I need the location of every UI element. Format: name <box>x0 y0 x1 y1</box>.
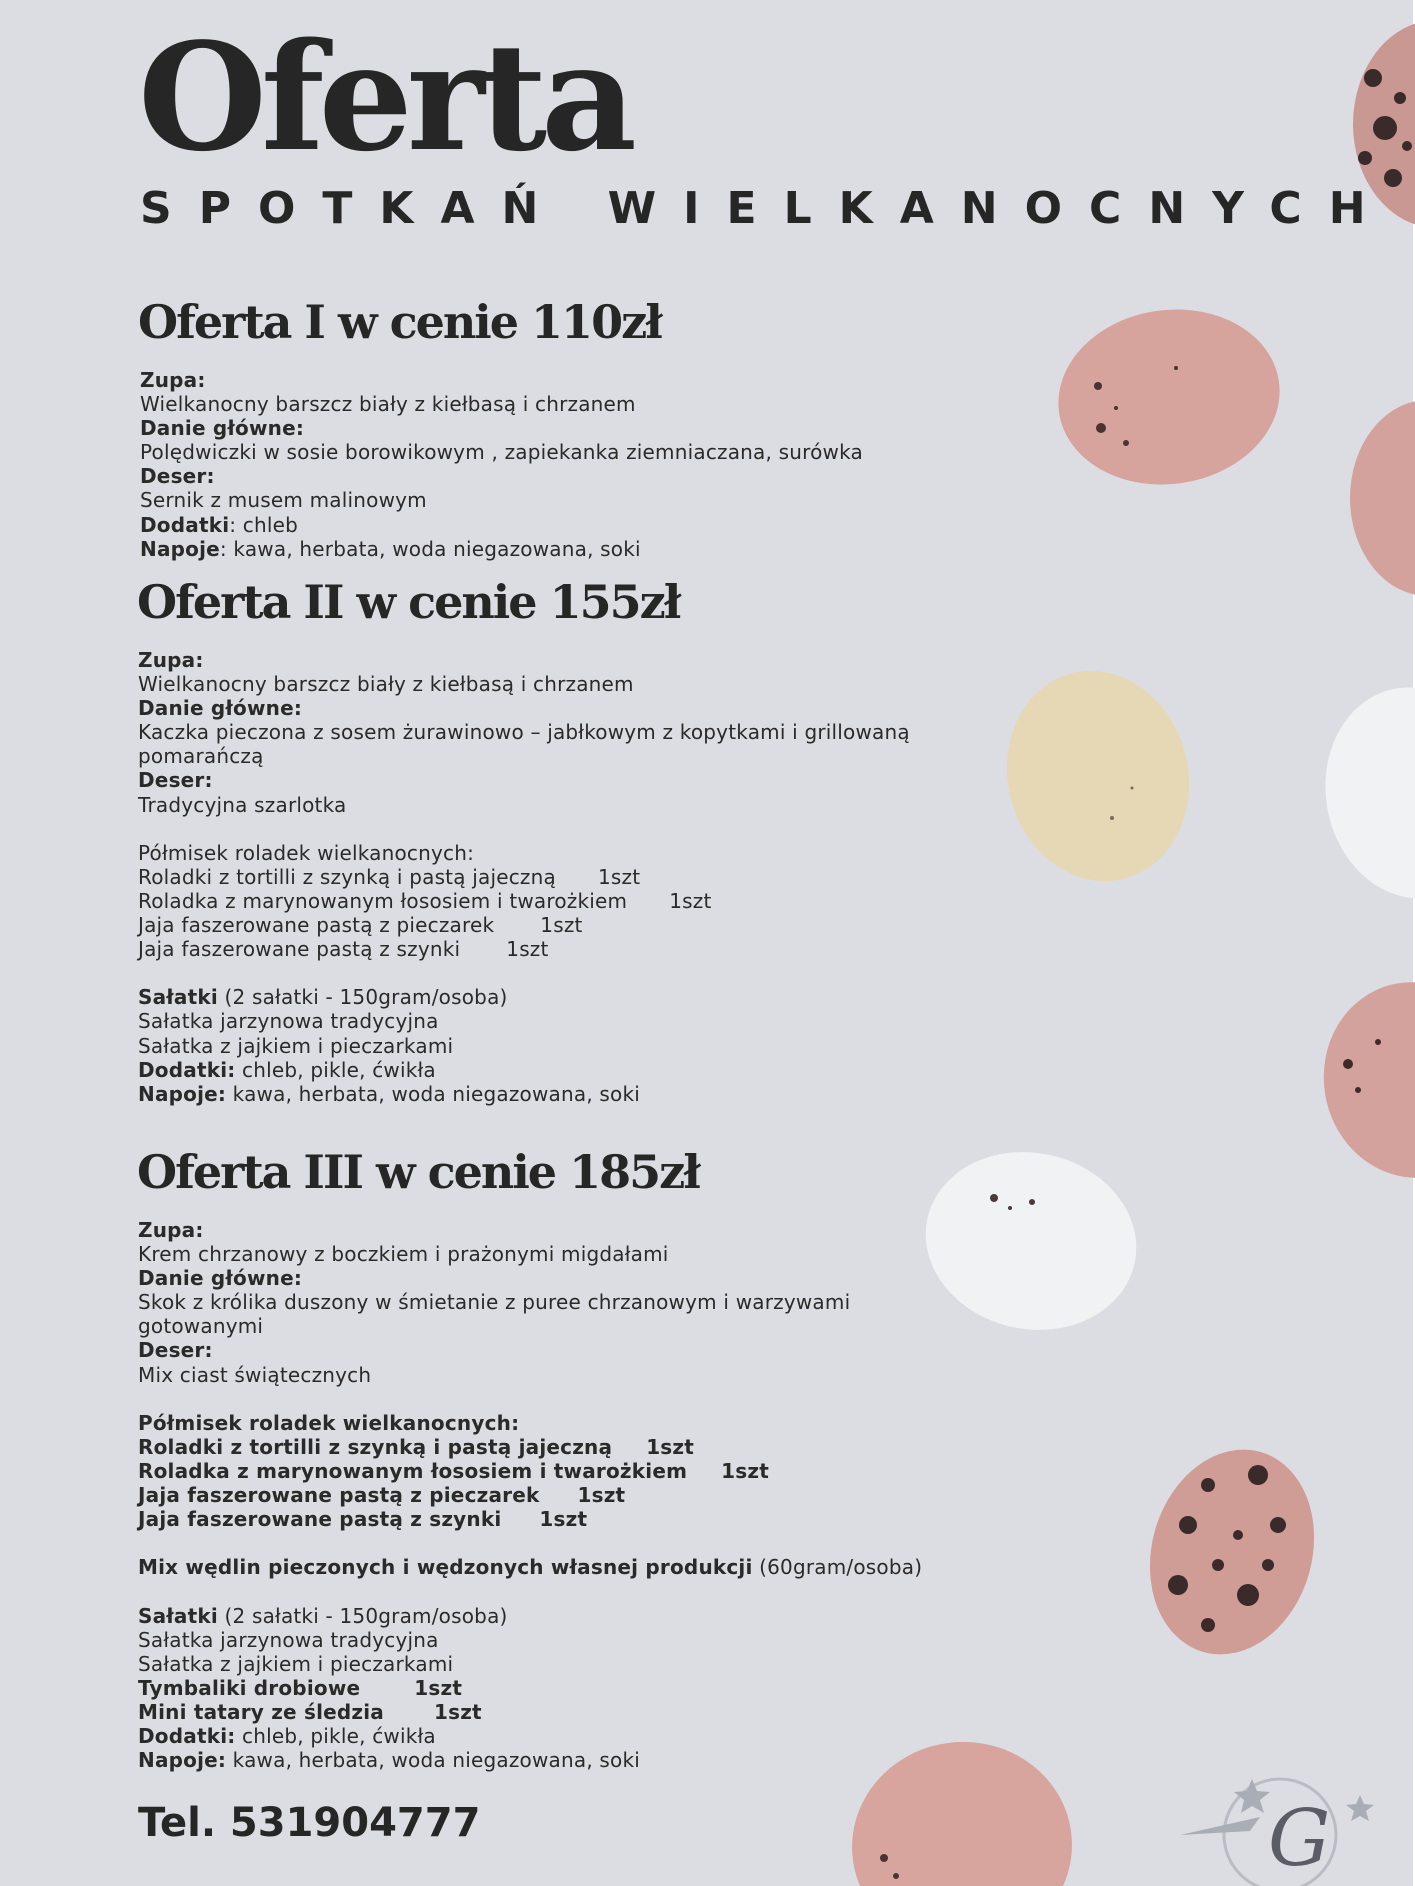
menu-line-text: (2 sałatki - 150gram/osoba) <box>217 1603 508 1628</box>
menu-item-name: Tymbaliki drobiowe <box>138 1675 361 1700</box>
spacer <box>138 961 910 985</box>
menu-item <box>138 1507 922 1531</box>
menu-item <box>138 1435 922 1459</box>
menu-item-qty: 1szt <box>414 1675 463 1700</box>
egg-image-white <box>922 1150 1140 1332</box>
menu-label: Półmisek roladek wielkanocnych: <box>138 1410 520 1435</box>
menu-item-name: Jaja faszerowane pastą z szynki <box>138 1507 502 1532</box>
egg-image-cream <box>1002 668 1194 884</box>
page-subtitle: SPOTKAŃ WIELKANOCNYCH <box>140 183 1393 234</box>
menu-item-name: Roladka z marynowanym łososiem i twarożkiem <box>138 888 628 913</box>
egg-image-pink-1 <box>1056 308 1282 486</box>
page-title: Oferta <box>138 10 631 184</box>
menu-item <box>138 1676 922 1700</box>
egg-image-pink-2 <box>1312 980 1415 1180</box>
menu-line-text: kawa, herbata, woda niegazowana, soki <box>226 1748 641 1773</box>
menu-line <box>138 1082 910 1106</box>
menu-item-name: Roladka z marynowanym łososiem i twarożkiem <box>138 1458 688 1483</box>
offer-menu <box>140 368 863 561</box>
menu-text: Wielkanocny barszcz biały z kiełbasą i chrzanem <box>138 672 634 697</box>
menu-text: Sałatka jarzynowa tradycyjna <box>138 1009 439 1034</box>
menu-label: Zupa: <box>138 648 204 672</box>
menu-item <box>138 1483 922 1507</box>
svg-text:G: G <box>1268 1794 1331 1884</box>
menu-line-label: Sałatki <box>138 985 218 1010</box>
menu-text: Skok z królika duszony w śmietanie z puree chrzanowym i warzywami <box>138 1290 851 1315</box>
menu-line-label: Sałatki <box>138 1603 218 1628</box>
spacer <box>138 817 910 841</box>
menu-item-qty: 1szt <box>721 1458 769 1483</box>
menu-item-name: Roladki z tortilli z szynką i pastą jajeczną <box>138 864 556 889</box>
menu-line-text: (2 sałatki - 150gram/osoba) <box>217 985 508 1010</box>
menu-line-text: : chleb <box>229 512 299 537</box>
spacer <box>138 1531 922 1555</box>
menu-item-qty: 1szt <box>646 1434 695 1459</box>
menu-item-qty: 1szt <box>597 864 641 889</box>
offer-menu <box>138 1218 922 1772</box>
menu-line-label: Napoje: <box>138 1081 227 1106</box>
menu-line-label: Dodatki: <box>138 1057 236 1082</box>
menu-line <box>138 1555 922 1579</box>
menu-text: Krem chrzanowy z boczkiem i prażonymi migdałami <box>138 1242 669 1267</box>
menu-text: Sałatka jarzynowa tradycyjna <box>138 1627 439 1652</box>
offer-heading: Oferta II w cenie 155zł <box>137 575 680 629</box>
menu-line-text: (60gram/osoba) <box>752 1555 923 1580</box>
offer-heading: Oferta III w cenie 185zł <box>137 1145 699 1199</box>
menu-line-text: kawa, herbata, woda niegazowana, soki <box>226 1081 641 1106</box>
menu-item <box>138 913 910 937</box>
menu-label: Danie główne: <box>140 416 305 441</box>
menu-item-qty: 1szt <box>669 888 712 913</box>
menu-line <box>140 513 863 537</box>
menu-item-qty: 1szt <box>506 937 549 962</box>
menu-item-name: Roladki z tortilli z szynką i pastą jajeczną <box>138 1434 613 1459</box>
menu-line-text: chleb, pikle, ćwikła <box>235 1723 436 1748</box>
menu-line-label: Mix wędlin pieczonych i wędzonych własnej produkcji <box>138 1555 753 1580</box>
menu-item-qty: 1szt <box>434 1699 482 1724</box>
offer-menu <box>138 648 910 1106</box>
menu-item-qty: 1szt <box>540 913 583 938</box>
menu-text: Sernik z musem malinowym <box>140 488 427 513</box>
menu-text: Sałatka z jajkiem i pieczarkami <box>138 1033 454 1058</box>
menu-line-label: Napoje <box>140 536 220 561</box>
menu-item-name: Jaja faszerowane pastą z pieczarek <box>138 913 495 938</box>
menu-line-label: Dodatki: <box>138 1723 236 1748</box>
spacer <box>138 1579 922 1603</box>
menu-text: Wielkanocny barszcz biały z kiełbasą i chrzanem <box>140 392 636 417</box>
menu-label: Deser: <box>138 1338 213 1363</box>
contact-phone: Tel. 531904777 <box>138 1800 481 1846</box>
menu-line-label: Napoje: <box>138 1748 227 1773</box>
menu-text: Polędwiczki w sosie borowikowym , zapiekanka ziemniaczana, surówka <box>140 440 863 465</box>
egg-image-speckled <box>1148 1445 1316 1660</box>
menu-text: pomarańczą <box>138 744 264 769</box>
menu-item <box>138 865 910 889</box>
menu-label: Zupa: <box>140 368 206 392</box>
menu-item-name: Jaja faszerowane pastą z szynki <box>138 937 461 962</box>
menu-line <box>140 537 863 561</box>
menu-item <box>138 937 910 961</box>
menu-text: Mix ciast świątecznych <box>138 1362 372 1387</box>
menu-line-text: : kawa, herbata, woda niegazowana, soki <box>219 536 641 561</box>
menu-label: Deser: <box>140 464 215 489</box>
menu-line <box>138 1058 910 1082</box>
spacer <box>138 1387 922 1411</box>
menu-text: Sałatka z jajkiem i pieczarkami <box>138 1651 454 1676</box>
menu-line-text: chleb, pikle, ćwikła <box>235 1057 436 1082</box>
menu-item <box>138 1459 922 1483</box>
menu-text: gotowanymi <box>138 1314 264 1339</box>
menu-text: Półmisek roladek wielkanocnych: <box>138 840 475 865</box>
menu-line <box>138 1604 922 1628</box>
egg-image-white-edge <box>1312 685 1415 901</box>
menu-text: Tradycyjna szarlotka <box>138 792 347 817</box>
menu-text: Kaczka pieczona z sosem żurawinowo – jabłkowym z kopytkami i grillowaną <box>138 720 910 745</box>
menu-label: Danie główne: <box>138 696 303 721</box>
menu-item <box>138 1700 922 1724</box>
menu-label: Deser: <box>138 768 213 793</box>
menu-label: Danie główne: <box>138 1266 303 1291</box>
menu-item-qty: 1szt <box>539 1507 588 1532</box>
egg-image-pink-edge <box>1348 398 1415 598</box>
menu-line-label: Dodatki <box>140 512 230 537</box>
menu-item-name: Jaja faszerowane pastą z pieczarek <box>138 1483 540 1508</box>
menu-label: Zupa: <box>138 1218 204 1242</box>
menu-line <box>138 1748 922 1772</box>
menu-line <box>138 1724 922 1748</box>
menu-line <box>138 985 910 1009</box>
offer-heading: Oferta I w cenie 110zł <box>138 295 661 349</box>
logo-g-stars <box>1160 1765 1380 1886</box>
menu-item <box>138 889 910 913</box>
menu-item-name: Mini tatary ze śledzia <box>138 1699 384 1724</box>
menu-item-qty: 1szt <box>577 1483 626 1508</box>
